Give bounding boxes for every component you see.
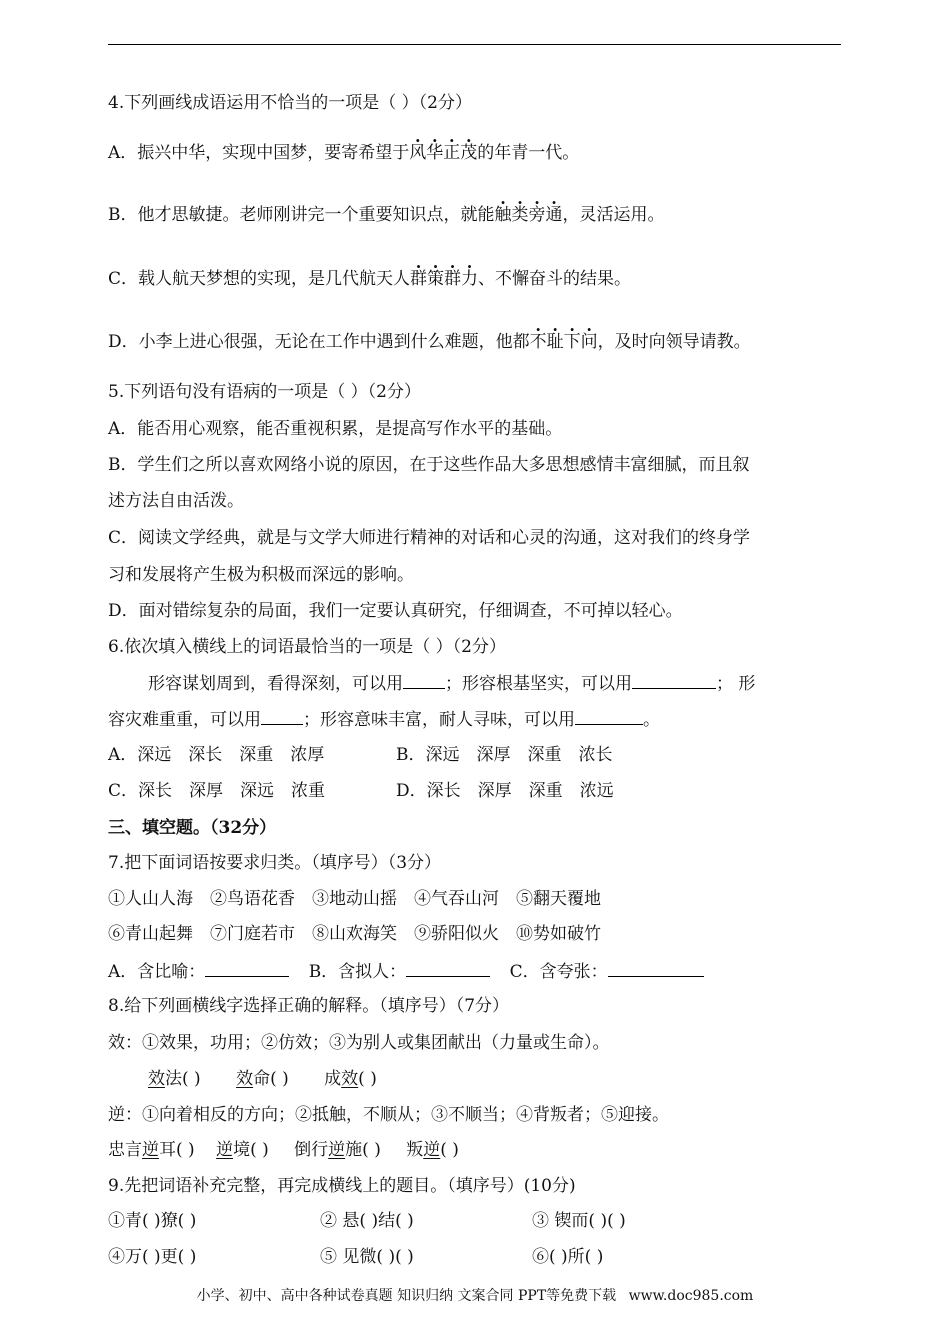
q8-item: 命( ) (253, 1069, 289, 1089)
q8-item: 倒行 (294, 1140, 329, 1160)
q9-item-2: ② 悬( )结( ) (320, 1211, 414, 1231)
q4-option-d (108, 331, 751, 353)
footer-url[interactable]: www.doc985.com (628, 1288, 754, 1304)
q7-blank-a[interactable] (205, 960, 289, 977)
q9-row1 (108, 1210, 626, 1232)
q4-a-char: 正 (443, 143, 461, 163)
q4-a-tail: 的年青一代。 (477, 143, 580, 163)
q4-c-char: 群 (444, 269, 462, 289)
q8-underlined-char: 逆 (216, 1140, 234, 1160)
q4-a-char: 华 (426, 143, 444, 163)
q4-b-tail: ，灵活运用。 (562, 205, 665, 225)
q6-options-row1 (108, 744, 613, 766)
q4-d-text: D．小李上进心很强，无论在工作中遇到什么难题，他都 (108, 332, 530, 352)
q8-item: ( ) (358, 1069, 377, 1089)
q4-d-char: 不 (529, 332, 547, 352)
q5-option-b-line2: 述方法自由活泼。 (108, 491, 244, 511)
q8-item: 成 (324, 1069, 342, 1089)
q6-blank-3[interactable] (261, 708, 303, 725)
header-rule (108, 44, 841, 45)
q6-stem: 6.依次填入横线上的词语最恰当的一项是（ ）（2分） (108, 637, 506, 657)
q9-stem: 9.先把词语补充完整，再完成横线上的题目。（填序号）(10分) (108, 1176, 576, 1196)
q4-b-text: B．他才思敏捷。老师刚讲完一个重要知识点，就能 (108, 205, 495, 225)
q4-option-b (108, 204, 665, 226)
q7-answer-row (108, 960, 704, 983)
q6-text: 。 (643, 710, 660, 730)
q8-item: 忠言 (108, 1140, 142, 1160)
q6-text: ；形容意味丰富，耐人寻味，可以用 (303, 710, 575, 730)
q8-xiao-items (108, 1068, 377, 1090)
q7-blank-b[interactable] (406, 960, 490, 977)
q7-label-c: C．含夸张： (509, 962, 608, 982)
q5-option-c-line2: 习和发展将产生极为积极而深远的影响。 (108, 565, 414, 585)
q8-xiao-definitions: 效：①效果，功用；②仿效；③为别人或集团献出（力量或生命）。 (108, 1033, 610, 1053)
q9-item-5: ⑤ 见微( )( ) (320, 1247, 414, 1267)
q4-c-char: 策 (427, 269, 445, 289)
q4-a-text: A．振兴中华，实现中国梦，要寄希望于 (108, 143, 410, 163)
q6-text: 容灾难重重，可以用 (108, 710, 261, 730)
q4-c-tail: 、不懈奋斗的结果。 (478, 269, 632, 289)
q8-underlined-char: 效 (236, 1069, 254, 1089)
q4-option-a (108, 142, 579, 164)
q4-b-char: 旁 (528, 205, 546, 225)
footer-text: 小学、初中、高中各种试卷真题 知识归纳 文案合同 PPT等免费下载 (196, 1288, 617, 1304)
q8-underlined-char: 效 (341, 1069, 359, 1089)
q6-text: 形容谋划周到，看得深刻，可以用 (148, 674, 403, 694)
q5-option-d: D．面对错综复杂的局面，我们一定要认真研究，仔细调查，不可掉以轻心。 (108, 601, 683, 621)
q4-d-char: 下 (563, 332, 581, 352)
q4-a-char: 茂 (460, 143, 478, 163)
q8-item: ( ) (440, 1140, 459, 1160)
q4-stem: 4.下列画线成语运用不恰当的一项是（ ）（2分） (108, 93, 472, 113)
q8-ni-items (108, 1139, 459, 1161)
q6-blank-1[interactable] (403, 672, 445, 689)
q6-option-d: D．深长 深厚 深重 浓远 (396, 781, 614, 801)
q9-item-1: ①青( )獠( ) (108, 1211, 197, 1231)
q6-passage-line1 (148, 672, 755, 695)
section-heading: 三、填空题。（32分） (108, 818, 277, 838)
q9-item-4: ④万( )更( ) (108, 1247, 197, 1267)
q4-d-char: 问 (580, 332, 598, 352)
q6-option-a: A．深远 深长 深重 浓厚 (108, 745, 325, 765)
q8-ni-definitions: 逆：①向着相反的方向；②抵触，不顺从；③不顺当；④背叛者；⑤迎接。 (108, 1105, 669, 1125)
page-footer (0, 1285, 950, 1305)
q6-passage-line2 (108, 708, 660, 731)
q4-a-char: 风 (409, 143, 427, 163)
q4-c-text: C．载人航天梦想的实现，是几代航天人 (108, 269, 411, 289)
q6-blank-2[interactable] (632, 672, 716, 689)
q4-b-char: 通 (545, 205, 563, 225)
q8-stem: 8.给下列画横线字选择正确的解释。（填序号）（7分） (108, 996, 510, 1016)
q8-item: 境( ) (233, 1140, 269, 1160)
q4-b-char: 触 (494, 205, 512, 225)
q5-stem: 5.下列语句没有语病的一项是（ ）（2分） (108, 382, 421, 402)
q8-item: 耳( ) (159, 1140, 195, 1160)
q8-underlined-char: 逆 (142, 1140, 159, 1160)
q8-item: 法( ) (165, 1069, 201, 1089)
q8-item: 叛 (406, 1140, 424, 1160)
q8-underlined-char: 逆 (328, 1140, 346, 1160)
q7-words-row2: ⑥青山起舞 ⑦门庭若市 ⑧山欢海笑 ⑨骄阳似火 ⑩势如破竹 (108, 924, 601, 944)
q4-d-char: 耻 (546, 332, 564, 352)
q7-words-row1: ①人山人海 ②鸟语花香 ③地动山摇 ④气吞山河 ⑤翻天覆地 (108, 889, 601, 909)
q4-c-char: 力 (461, 269, 479, 289)
q5-option-a: A．能否用心观察，能否重视积累，是提高写作水平的基础。 (108, 419, 563, 439)
q8-underlined-char: 逆 (423, 1140, 441, 1160)
q8-underlined-char: 效 (148, 1069, 165, 1089)
q6-text: ；形容根基坚实，可以用 (445, 674, 632, 694)
q7-label-b: B．含拟人： (308, 962, 407, 982)
q9-item-3: ③ 锲而( )( ) (532, 1211, 626, 1231)
q6-text: ； 形 (716, 674, 756, 694)
q6-option-b: B．深远 深厚 深重 浓长 (396, 745, 613, 765)
q7-label-a: A．含比喻： (108, 962, 206, 982)
q6-options-row2 (108, 780, 614, 802)
q4-d-tail: ，及时向领导请教。 (597, 332, 751, 352)
q9-item-6: ⑥( )所( ) (532, 1247, 604, 1267)
q7-stem: 7.把下面词语按要求归类。（填序号）（3分） (108, 853, 442, 873)
q5-option-b-line1: B．学生们之所以喜欢网络小说的原因，在于这些作品大多思想感情丰富细腻，而且叙 (108, 455, 750, 475)
q4-c-char: 群 (410, 269, 428, 289)
q7-blank-c[interactable] (608, 960, 704, 977)
q4-b-char: 类 (511, 205, 529, 225)
q9-row2 (108, 1246, 603, 1268)
q6-blank-4[interactable] (575, 708, 643, 725)
q6-option-c: C．深长 深厚 深远 浓重 (108, 781, 326, 801)
q8-item: 施( ) (345, 1140, 381, 1160)
q5-option-c-line1: C．阅读文学经典，就是与文学大师进行精神的对话和心灵的沟通，这对我们的终身学 (108, 528, 751, 548)
q4-option-c (108, 268, 631, 290)
